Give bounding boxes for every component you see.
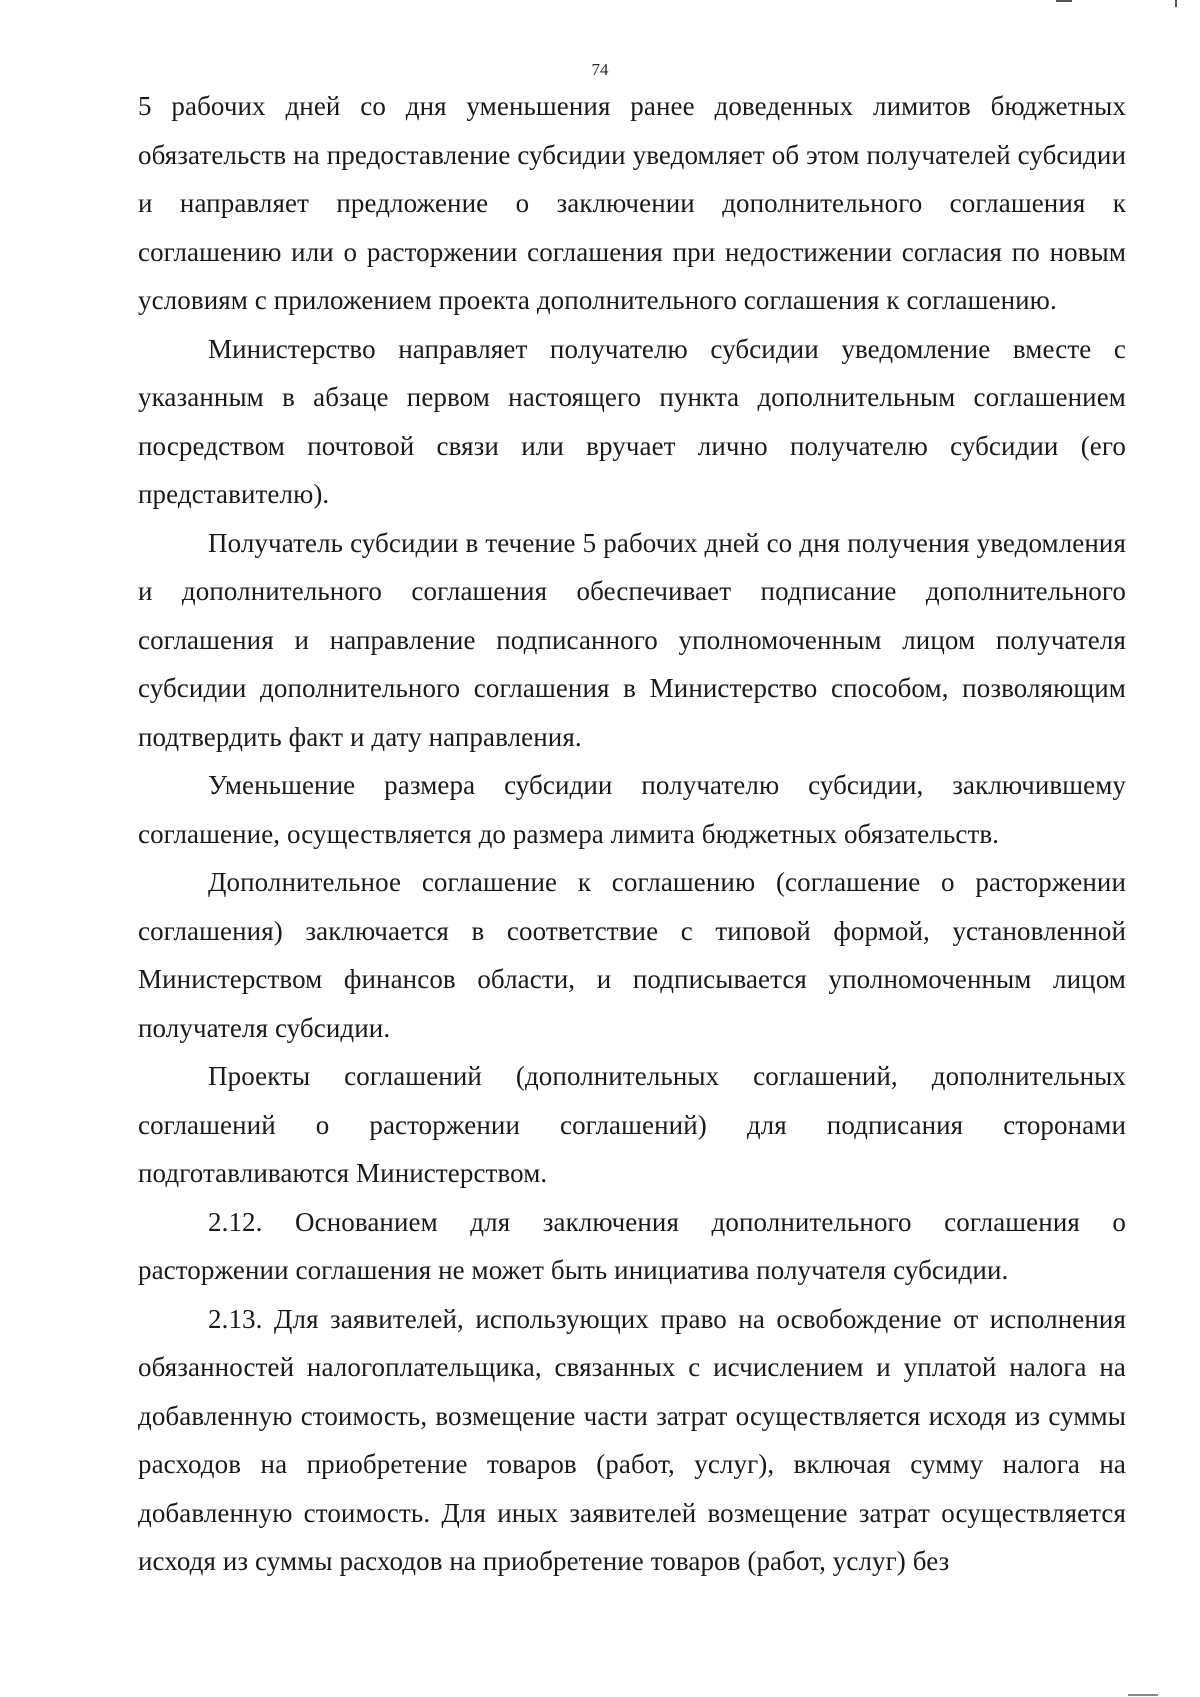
paragraph-notification: Министерство направляет получателю субсидии уведомление вместе с указанным в абзаце первом настоящего пункта дополнительным соглашением посредством почтовой связи или вручает лично получателю субсидии (его представителю). bbox=[138, 333, 1126, 509]
paragraph-section-2-13: 2.13. Для заявителей, использующих право на освобождение от исполнения обязанностей налогоплательщика, связанных с исчислением и уплатой налога на добавленную стоимость, возмещение части затрат осуществляется исходя из суммы расходов на приобретение товаров (работ, услуг), включая сумму налога на добавленную стоимость. Для иных заявителей возмещение затрат осуществляется исходя из суммы расходов на приобретение товаров (работ, услуг) без bbox=[138, 1303, 1126, 1576]
paragraph-draft-agreements: Проекты соглашений (дополнительных соглашений, дополнительных соглашений о расторжении соглашений) для подписания сторонами подготавливаются Министерством. bbox=[138, 1061, 1126, 1188]
paragraph-section-2-12: 2.12. Основанием для заключения дополнительного соглашения о расторжении соглашения не может быть инициатива получателя субсидии. bbox=[138, 1206, 1126, 1285]
paragraph-subsidy-reduction: Уменьшение размера субсидии получателю субсидии, заключившему соглашение, осуществляется до размера лимита бюджетных обязательств. bbox=[138, 770, 1126, 849]
paragraph-additional-agreement: Дополнительное соглашение к соглашению (соглашение о расторжении соглашения) заключается в соответствие с типовой формой, установленной Министерством финансов области, и подписывается уполномоченным лицом получателя субсидии. bbox=[138, 867, 1126, 1043]
scan-artifact-bottom-right bbox=[1128, 1694, 1158, 1696]
scan-artifact-top-right-2 bbox=[1175, 0, 1177, 7]
document-body bbox=[138, 82, 1126, 1586]
paragraph-continuation: 5 рабочих дней со дня уменьшения ранее доведенных лимитов бюджетных обязательств на предоставление субсидии уведомляет об этом получателей субсидии и направляет предложение о заключении дополнительного соглашения к соглашению или о расторжении соглашения при недостижении согласия по новым условиям с приложением проекта дополнительного соглашения к соглашению. bbox=[138, 91, 1126, 315]
paragraph-recipient-signing: Получатель субсидии в течение 5 рабочих дней со дня получения уведомления и дополнительного соглашения обеспечивает подписание дополнительного соглашения и направление подписанного уполномоченным лицом получателя субсидии дополнительного соглашения в Министерство способом, позволяющим подтвердить факт и дату направления. bbox=[138, 527, 1126, 752]
page-number: 74 bbox=[591, 60, 609, 79]
scan-artifact-top-right-1 bbox=[1056, 0, 1072, 2]
